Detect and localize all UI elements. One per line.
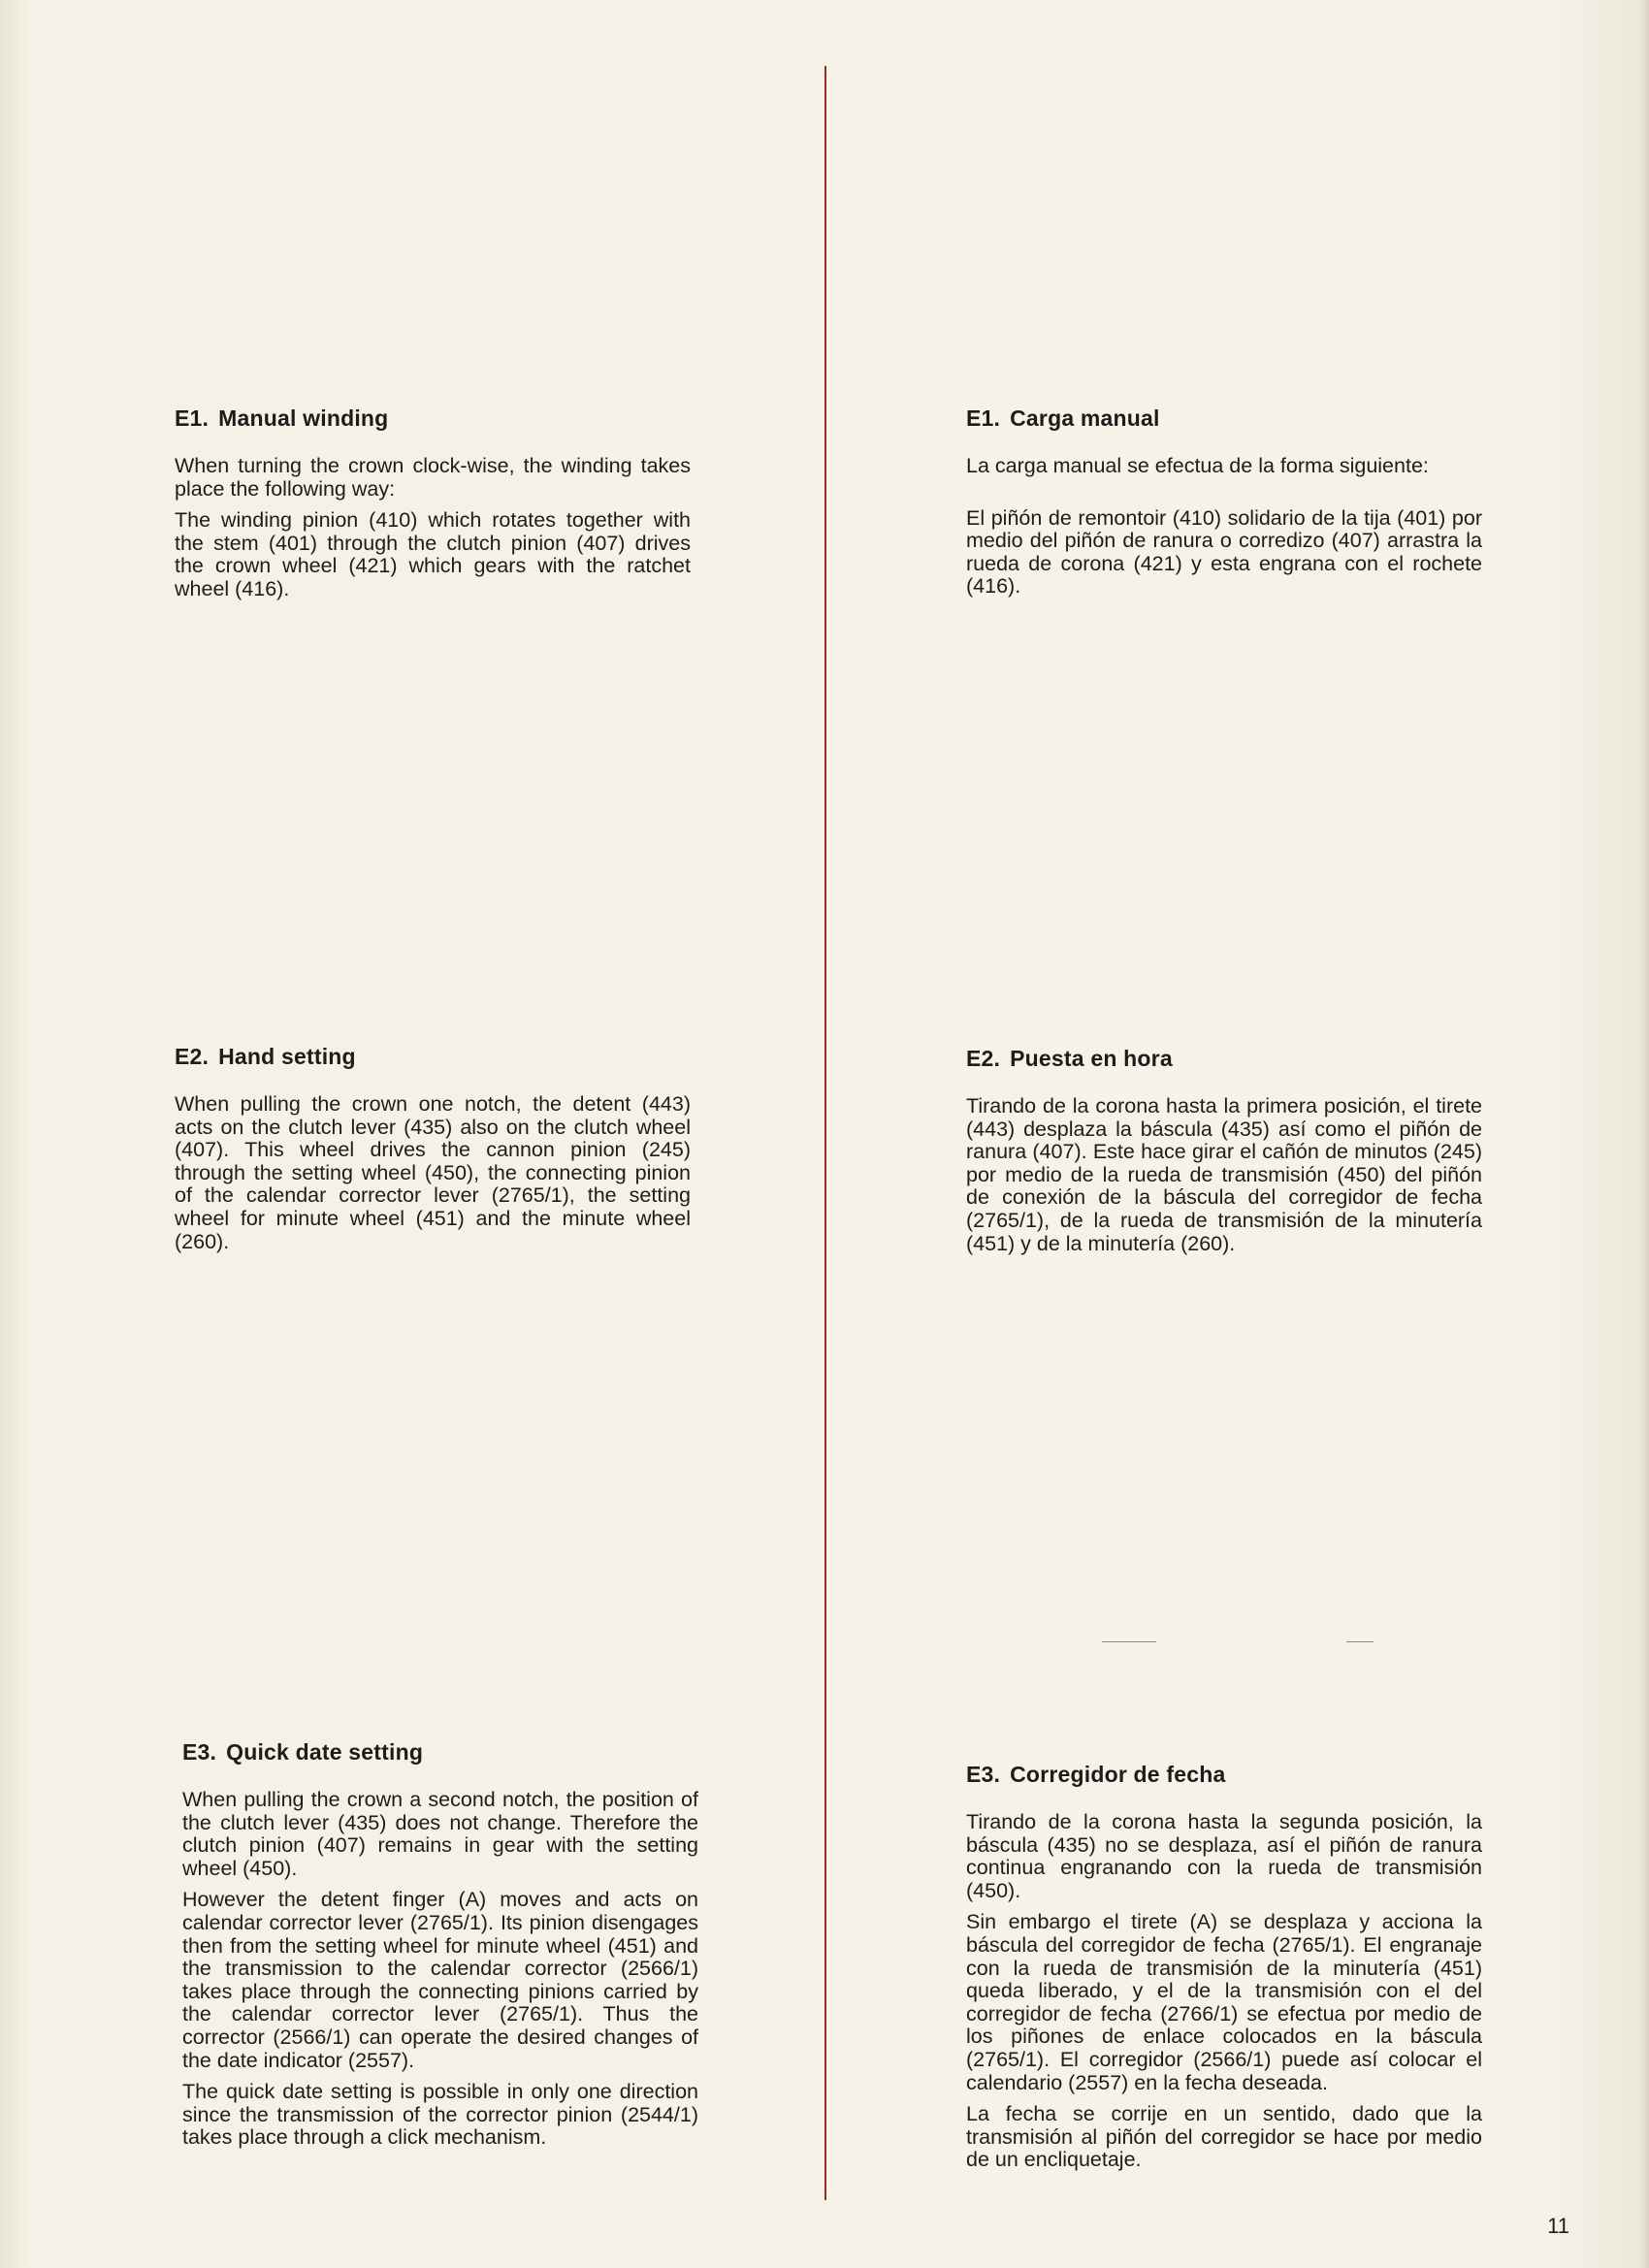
section-e3-spanish: [966, 1762, 1482, 2181]
heading-number: E1.: [966, 405, 1001, 431]
heading-puesta-en-hora: [966, 1046, 1482, 1072]
paragraph: El piñón de remontoir (410) solidario de la tija (401) por medio del piñón de ranura o corredizo (407) arrastra la rueda de corona (421) y esta engrana con el rochete (416).: [966, 505, 1482, 599]
paragraph: The quick date setting is possible in only one direction since the transmission of the corrector pinion (2544/1) takes place through a click mechanism.: [182, 2080, 698, 2150]
scan-mark: [1346, 1641, 1374, 1642]
paragraph: When pulling the crown a second notch, the position of the clutch lever (435) does not change. Therefore the clutch pinion (407) remains in gear with the setting wheel (450).: [182, 1788, 698, 1880]
paragraph: When pulling the crown one notch, the detent (443) acts on the clutch lever (435) also on the clutch wheel (407). This wheel drives the cannon pinion (245) through the setting wheel (450), the connecting pinion of the calendar corrector lever (2765/1), the setting wheel for minute wheel (451) and the minute wheel (260).: [175, 1092, 691, 1253]
page-number: 11: [1547, 2214, 1569, 2238]
heading-title: Corregidor de fecha: [1010, 1762, 1226, 1787]
section-e3-english: [182, 1739, 698, 2158]
section-e1-english: [175, 405, 691, 610]
section-e1-spanish: [966, 405, 1482, 607]
heading-carga-manual: [966, 405, 1482, 432]
paragraph: La carga manual se efectua de la forma siguiente:: [966, 454, 1429, 477]
paragraph: La fecha se corrije en un sentido, dado que la transmisión al piñón del corregidor se hace por medio de un encliquetaje.: [966, 2102, 1482, 2172]
heading-title: Hand setting: [218, 1044, 356, 1069]
paragraph: However the detent finger (A) moves and acts on calendar corrector lever (2765/1). Its pinion disengages then from the setting wheel for minute wheel (451) and the transmission to the calendar corrector (2566/1) takes place through the connecting pinions carried by the calendar corrector lever (2765/1). Thus the corrector (2566/1) can operate the desired changes of the date indicator (2557).: [182, 1888, 698, 2072]
heading-number: E3.: [182, 1739, 217, 1765]
heading-title: Carga manual: [1010, 405, 1160, 431]
paragraph: Tirando de la corona hasta la segunda posición, la báscula (435) no se desplaza, así el piñón de ranura continua engranando con la rueda de transmisión (450).: [966, 1810, 1482, 1902]
heading-title: Manual winding: [218, 405, 389, 431]
paragraph: When turning the crown clock-wise, the winding takes place the following way:: [175, 454, 691, 501]
heading-corregidor-de-fecha: [966, 1762, 1482, 1788]
paragraph: The winding pinion (410) which rotates together with the stem (401) through the clutch pinion (407) drives the crown wheel (421) which gears with the ratchet wheel (416).: [175, 508, 691, 600]
heading-title: Puesta en hora: [1010, 1046, 1173, 1071]
heading-number: E1.: [175, 405, 210, 431]
heading-quick-date-setting: [182, 1739, 698, 1766]
column-divider: [824, 66, 826, 2200]
heading-number: E3.: [966, 1762, 1001, 1787]
paragraph: Sin embargo el tirete (A) se desplaza y acciona la báscula del corregidor de fecha (2765/1). El engranaje con la rueda de transmisión de la minutería (451) queda liberado, y el de la transmisión con el del corregidor de fecha (2766/1) se efectua por medio de los piñones de enlace colocados en la báscula (2765/1). El corregidor (2566/1) puede así colocar el calendario (2557) en la fecha deseada.: [966, 1910, 1482, 2094]
section-e2-english: [175, 1044, 691, 1262]
heading-title: Quick date setting: [226, 1739, 424, 1765]
heading-hand-setting: [175, 1044, 691, 1070]
heading-number: E2.: [966, 1046, 1001, 1071]
section-e2-spanish: [966, 1046, 1482, 1264]
scan-mark: [1102, 1641, 1156, 1642]
heading-number: E2.: [175, 1044, 210, 1069]
heading-manual-winding: [175, 405, 691, 432]
paragraph: Tirando de la corona hasta la primera posición, el tirete (443) desplaza la báscula (435) así como el piñón de ranura (407). Este hace girar el cañón de minutos (245) por medio de la rueda de transmisión (450) del piñón de conexión de la báscula del corregidor de fecha (2765/1), de la rueda de transmisión de la minutería (451) y de la minutería (260).: [966, 1094, 1482, 1255]
